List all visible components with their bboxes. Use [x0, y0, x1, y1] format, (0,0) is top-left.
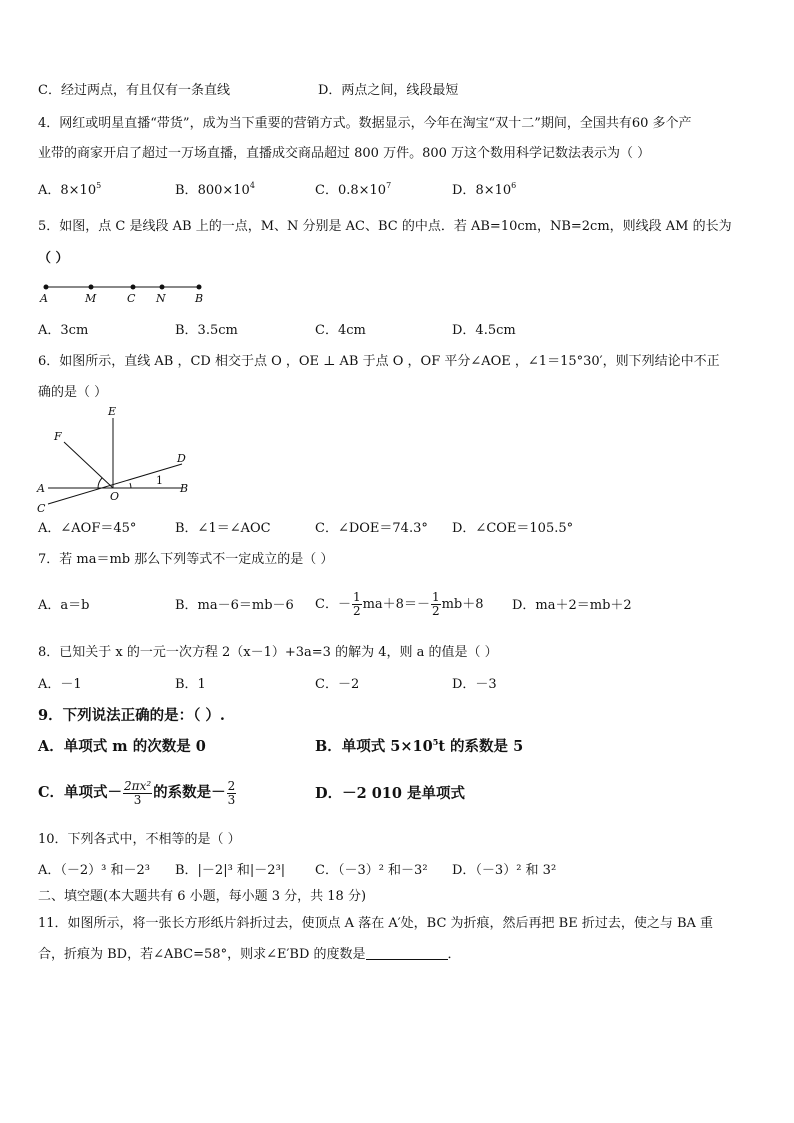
q11-stem-line1: 11．如图所示，将一张长方形纸片斜折过去，使顶点 A 落在 A′处，BC 为折痕，然后再把 BE 折过去，使之与 BA 重 — [38, 916, 714, 931]
label-d: D — [177, 452, 186, 465]
label-f: F — [54, 430, 62, 443]
q4-stem-line1: 4．网红或明星直播“带货”，成为当下重要的营销方式。数据显示，今年在淘宝“双十二”期间，全国共有60 多个产 — [38, 116, 692, 131]
label-c: C — [127, 292, 136, 305]
q8-option-b: B．1 — [175, 677, 206, 692]
point-c — [131, 285, 136, 290]
section-2-heading: 二、填空题(本大题共有 6 小题，每小题 3 分，共 18 分) — [38, 889, 367, 904]
label-n: N — [156, 292, 166, 305]
q4-option-a: A．$8\times 10^5$ — [38, 181, 102, 198]
arc-angle-1 — [130, 483, 131, 488]
q5-option-a: A．3cm — [38, 323, 89, 338]
q6-stem-line1: 6．如图所示，直线 AB ，CD 相交于点 O ，OE ⊥ AB 于点 O ，OF 平分∠AOE ，∠1＝15°30′，则下列结论中不正 — [38, 354, 720, 369]
label-m: M — [85, 292, 97, 305]
q9-stem: 9．下列说法正确的是：（ ）. — [38, 707, 225, 724]
q5-option-d: D．4.5cm — [452, 323, 516, 338]
q6-angle-figure — [34, 404, 204, 516]
q4-option-b: B．$800\times 10^4$ — [175, 181, 255, 198]
q9-option-a: A．单项式 m 的次数是 0 — [38, 738, 206, 755]
label-e: E — [108, 405, 117, 418]
label-a: A — [40, 292, 48, 305]
q7-option-d: D．ma＋2＝mb＋2 — [512, 598, 632, 613]
prev-option-d: D．两点之间，线段最短 — [318, 83, 459, 98]
point-m — [89, 285, 94, 290]
q10-option-c: C．（－3）² 和－3² — [315, 863, 428, 878]
fraction-2-over-3: $\frac{2}{3}$ — [227, 778, 236, 807]
q8-option-c: C．－2 — [315, 677, 360, 692]
label-b: B — [195, 292, 204, 305]
q6-stem-line2: 确的是（ ） — [38, 385, 108, 400]
q10-option-a: A．（－2）³ 和－2³ — [38, 863, 150, 878]
q6-option-d: D．∠COE＝105.5° — [452, 521, 574, 536]
q9-option-b: B．单项式 $5\times 10^5t$ 的系数是 5 — [315, 737, 524, 755]
answer-blank — [366, 947, 448, 960]
q6-option-c: C．∠DOE＝74.3° — [315, 521, 428, 536]
q10-option-d: D．（－3）² 和 3² — [452, 863, 557, 878]
q5-stem-line1: 5．如图，点 C 是线段 AB 上的一点，M、N 分别是 AC、BC 的中点．若 AB=10cm，NB=2cm，则线段 AM 的长为 — [38, 219, 732, 234]
q7-option-c: C．－ $\frac{1}{2}$ ma＋8＝－ $\frac{1}{2}$ mb＋8 — [315, 590, 484, 618]
q10-stem: 10．下列各式中，不相等的是（ ） — [38, 832, 241, 847]
label-b: B — [180, 482, 189, 495]
q7-stem: 7．若 ma＝mb 那么下列等式不一定成立的是（ ） — [38, 552, 334, 567]
prev-option-c: C．经过两点，有且仅有一条直线 — [38, 83, 230, 98]
q9-option-d: D．－2 010 是单项式 — [315, 785, 466, 802]
q6-option-a: A．∠AOF＝45° — [38, 521, 137, 536]
point-a — [44, 285, 49, 290]
point-n — [160, 285, 165, 290]
q8-option-a: A．－1 — [38, 677, 82, 692]
fraction-2pix2-over-3: $\frac{\text{2πx²}}{3}$ — [124, 778, 152, 807]
q7-option-b: B．ma－6＝mb－6 — [175, 598, 294, 613]
point-b — [197, 285, 202, 290]
q11-stem-line2: 合，折痕为 BD，若∠ABC=58°，则求∠E′BD 的度数是 ． — [38, 947, 461, 962]
q6-option-b: B．∠1＝∠AOC — [175, 521, 271, 536]
label-c: C — [37, 502, 46, 515]
q5-option-b: B．3.5cm — [175, 323, 238, 338]
arc-aof — [98, 478, 102, 488]
ray-of — [64, 442, 113, 488]
q8-option-d: D．－3 — [452, 677, 497, 692]
q5-segment-figure — [36, 280, 216, 308]
q7-option-a: A．a＝b — [38, 598, 90, 613]
q9-option-c: C．单项式－ $\frac{\text{2πx²}}{3}$ 的系数是－ $\frac{2}{3}$ — [38, 778, 236, 807]
q10-option-b: B．|－2|³ 和|－2³| — [175, 863, 286, 878]
q5-stem-line2: （ ） — [38, 251, 69, 266]
label-a: A — [37, 482, 45, 495]
q4-option-d: D．$8\times 10^6$ — [452, 181, 517, 198]
fraction-one-half: $\frac{1}{2}$ — [431, 590, 440, 618]
label-o: O — [110, 490, 120, 503]
q8-stem: 8．已知关于 x 的一元一次方程 2（x－1）+3a=3 的解为 4，则 a 的值是（ ） — [38, 645, 498, 660]
label-angle-1: 1 — [156, 474, 163, 487]
q5-option-c: C．4cm — [315, 323, 366, 338]
q4-option-c: C．$0.8\times 10^7$ — [315, 181, 392, 198]
q4-stem-line2: 业带的商家开启了超过一万场直播，直播成交商品超过 800 万件。800 万这个数用科学记数法表示为（ ） — [38, 146, 651, 161]
fraction-one-half: $\frac{1}{2}$ — [352, 590, 361, 618]
